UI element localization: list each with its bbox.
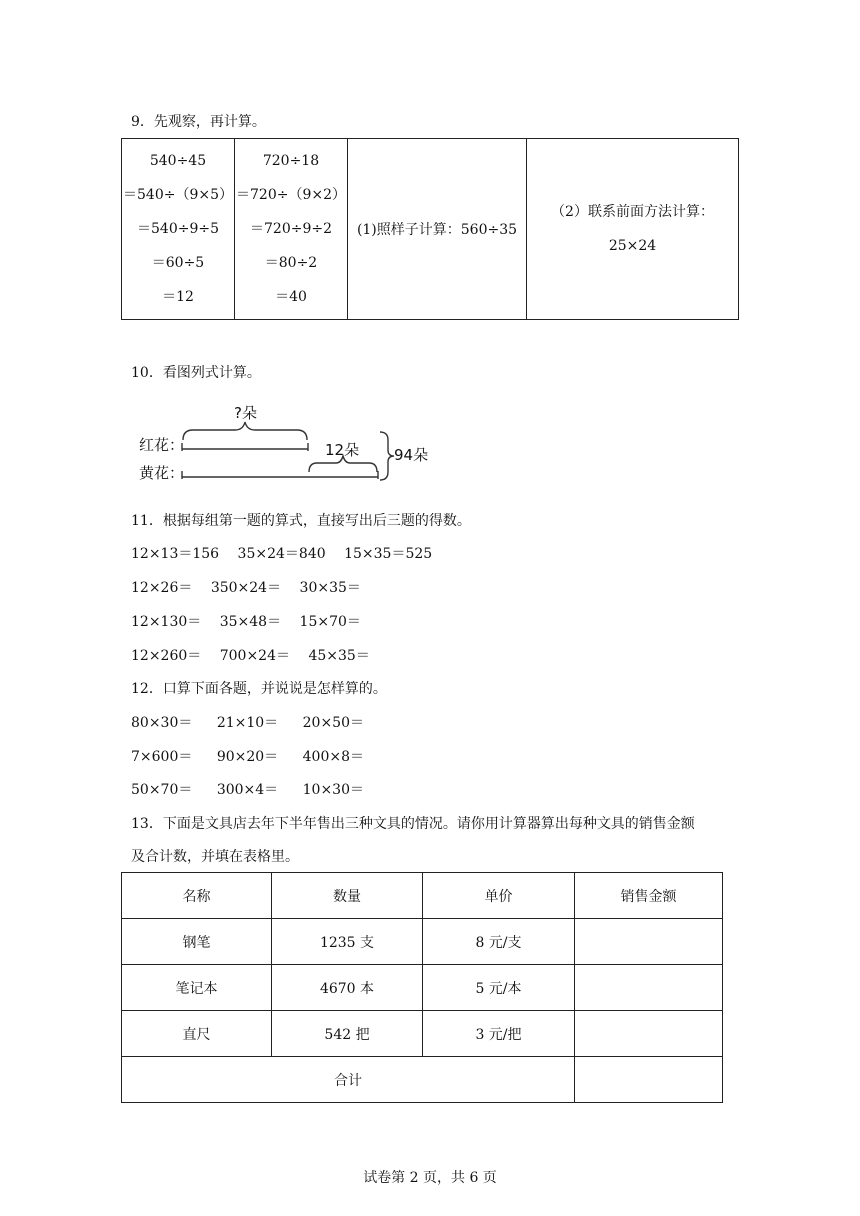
q13-total-amount[interactable]: [575, 1057, 723, 1103]
q9-task-2-line-2: 25×24: [608, 238, 657, 254]
q12-row: [131, 712, 364, 732]
q12-item: 21×10＝: [216, 715, 279, 731]
q13-cell-quantity: 4670 本: [272, 965, 423, 1011]
q9-task-1-text: (1)照样子计算：560÷35: [356, 222, 518, 238]
q13-heading-line-1: 13．下面是文具店去年下半年售出三种文具的情况。请你用计算器算出每种文具的销售金额: [131, 816, 695, 832]
q13-header-cell: 单价: [423, 873, 575, 919]
q9-example-2-step: ＝40: [275, 289, 307, 305]
q13-cell-quantity: 1235 支: [272, 919, 423, 965]
q13-header-cell: 名称: [122, 873, 272, 919]
q11-item: 15×70＝: [299, 614, 361, 630]
q13-header-cell: 销售金额: [575, 873, 723, 919]
q13-header-row: [122, 873, 723, 919]
q13-cell-quantity: 542 把: [272, 1011, 423, 1057]
q9-example-1-step: ＝60÷5: [151, 255, 205, 271]
q9-task-2: [527, 139, 739, 320]
q13-cell-price: 5 元/本: [423, 965, 575, 1011]
q10-total-brace: [380, 432, 394, 480]
q13-cell-price: 8 元/支: [423, 919, 575, 965]
q12-item: 80×30＝: [131, 715, 193, 731]
q11-item: 12×26＝: [131, 580, 193, 596]
q10-diff-brace: [309, 456, 377, 472]
q9-example-2: [235, 139, 348, 320]
q13-cell-name: 笔记本: [122, 965, 272, 1011]
q12-item: 50×70＝: [131, 782, 193, 798]
q12-item: 10×30＝: [302, 782, 364, 798]
q11-item: 35×24＝840: [237, 546, 326, 562]
table-row: [122, 965, 723, 1011]
q10-red-label: 红花：: [139, 436, 185, 454]
q13-cell-amount[interactable]: [575, 919, 723, 965]
q9-task-2-line-1: （2）联系前面方法计算：: [551, 204, 714, 220]
q13-cell-name: 直尺: [122, 1011, 272, 1057]
q9-table: [121, 138, 739, 320]
q11-item: 45×35＝: [308, 648, 370, 664]
q11-item: 35×48＝: [219, 614, 282, 630]
q9-heading: 9．先观察，再计算。: [131, 114, 266, 130]
q13-heading-line-2: 及合计数，并填在表格里。: [131, 849, 299, 865]
q9-example-1-step: ＝12: [162, 289, 194, 305]
q9-example-1-step: ＝540÷（9×5）: [123, 187, 233, 203]
q10-red-brace: [183, 422, 307, 440]
q13-cell-name: 钢笔: [122, 919, 272, 965]
q11-item: 350×24＝: [210, 580, 282, 596]
page-footer: 试卷第 2 页，共 6 页: [363, 1170, 497, 1186]
q9-task-1: [348, 139, 527, 320]
q13-total-row: [122, 1057, 723, 1103]
q9-example-1: [122, 139, 235, 320]
q9-example-1-step: ＝540÷9÷5: [137, 221, 219, 237]
q11-row: [131, 577, 361, 597]
q13-cell-amount[interactable]: [575, 1011, 723, 1057]
table-row: [122, 919, 723, 965]
q12-item: 300×4＝: [216, 782, 279, 798]
q12-item: 400×8＝: [302, 749, 364, 765]
q11-row: [131, 543, 432, 563]
q11-item: 30×35＝: [299, 580, 361, 596]
q11-heading: 11．根据每组第一题的算式，直接写出后三题的得数。: [131, 513, 471, 529]
q11-item: 700×24＝: [219, 648, 291, 664]
q9-example-1-step: 540÷45: [149, 153, 207, 169]
q13-cell-price: 3 元/把: [423, 1011, 575, 1057]
q13-cell-amount[interactable]: [575, 965, 723, 1011]
q10-red-brace-label: ?朵: [234, 404, 257, 422]
q9-example-2-step: ＝80÷2: [264, 255, 318, 271]
q10-diff-brace-label: 12朵: [325, 441, 360, 459]
q9-example-2-step: ＝720÷9÷2: [250, 221, 332, 237]
q13-header-cell: 数量: [272, 873, 423, 919]
q11-row: [131, 645, 370, 665]
q11-item: 15×35＝525: [344, 546, 433, 562]
q11-item: 12×130＝: [131, 614, 202, 630]
q12-row: [131, 779, 364, 799]
q13-table: [121, 872, 723, 1103]
q10-yellow-label: 黄花：: [139, 464, 185, 482]
q12-item: 90×20＝: [216, 749, 279, 765]
q11-item: 12×13＝156: [131, 546, 220, 562]
q10-line-diagram: [131, 400, 451, 490]
q9-example-2-step: ＝720÷（9×2）: [236, 187, 346, 203]
table-row: [122, 1011, 723, 1057]
q10-diagram: [131, 400, 451, 490]
q10-heading: 10．看图列式计算。: [131, 365, 261, 381]
q10-total-brace-label: 94朵: [394, 446, 429, 464]
q11-item: 12×260＝: [131, 648, 202, 664]
q12-item: 20×50＝: [302, 715, 364, 731]
q12-heading: 12．口算下面各题，并说说是怎样算的。: [131, 681, 387, 697]
q12-row: [131, 746, 364, 766]
q12-item: 7×600＝: [131, 749, 193, 765]
q11-row: [131, 611, 361, 631]
q13-total-label: 合计: [122, 1057, 575, 1103]
q9-example-2-step: 720÷18: [262, 153, 320, 169]
